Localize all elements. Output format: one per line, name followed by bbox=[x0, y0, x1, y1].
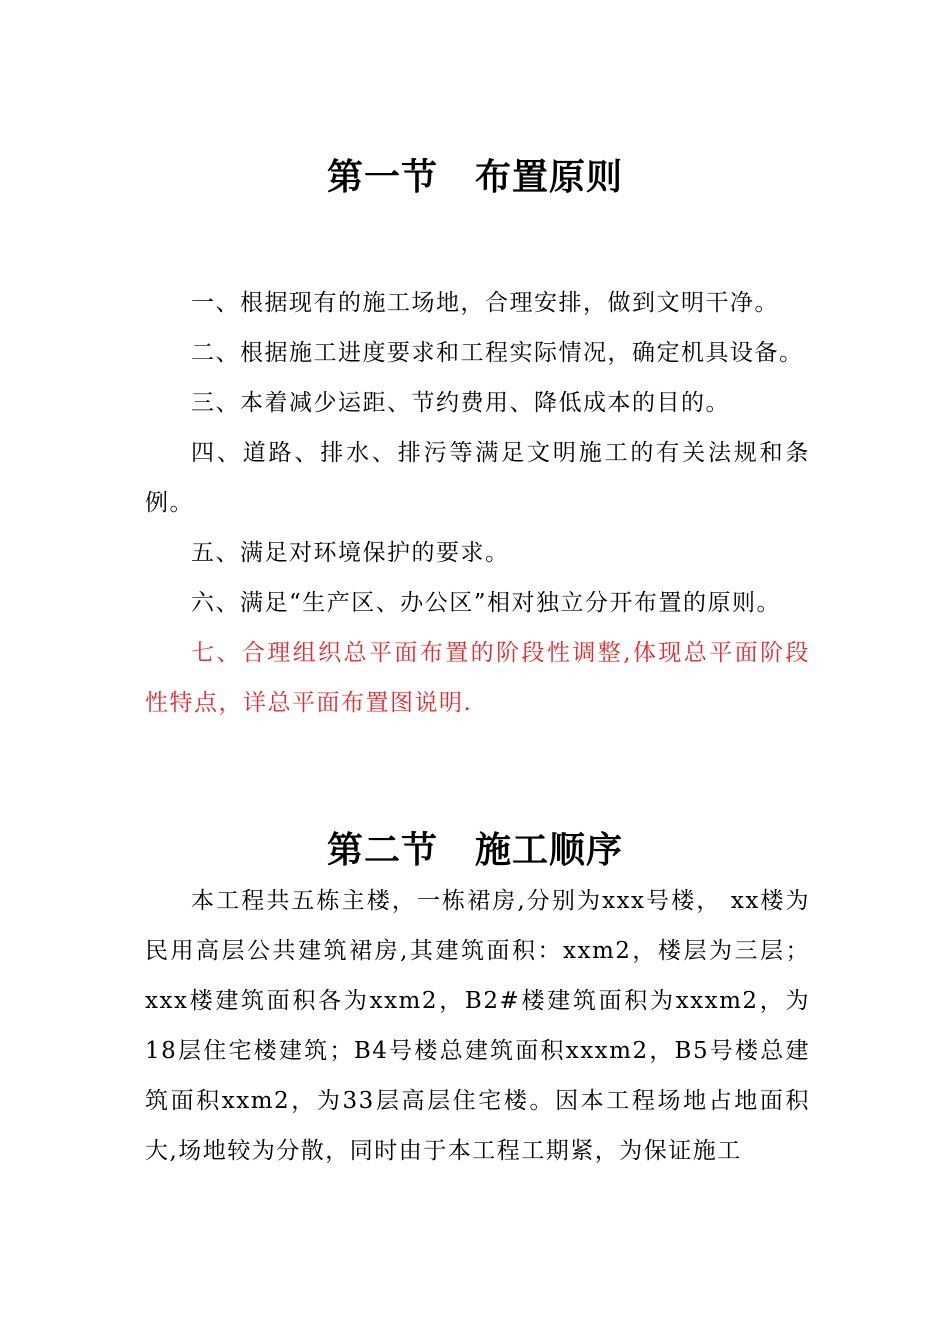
principle-3: 三、本着减少运距、节约费用、降低成本的目的。 bbox=[191, 390, 730, 416]
section-1-principles bbox=[145, 278, 810, 728]
principle-2: 二、根据施工进度要求和工程实际情况，确定机具设备。 bbox=[191, 340, 804, 366]
principle-4: 四、道路、排水、排污等满足文明施工的有关法规和条例。 bbox=[145, 440, 810, 516]
principle-6: 六、满足“生产区、办公区”相对独立分开布置的原则。 bbox=[191, 590, 782, 616]
section-2-body: 本工程共五栋主楼，一栋裙房,分别为xxx号楼， xx楼为民用高层公共建筑裙房,其建筑面积：xxm2，楼层为三层；xxx楼建筑面积各为xxm2，B2#楼建筑面积为xxxm2，为18层住宅楼建筑；B4号楼总建筑面积xxxm2，B5号楼总建筑面积xxm2，为33层高层住宅楼。因本工程场地占地面积大,场地较为分散，同时由于本工程工期紧，为保证施工 bbox=[145, 888, 810, 1164]
section-1-title: 第一节 布置原则 bbox=[326, 156, 623, 198]
principle-5: 五、满足对环境保护的要求。 bbox=[191, 540, 510, 566]
principle-1: 一、根据现有的施工场地，合理安排，做到文明干净。 bbox=[191, 290, 779, 316]
section-2-body-block bbox=[145, 876, 810, 1176]
section-2-title: 第二节 施工顺序 bbox=[326, 829, 623, 871]
principle-7-highlighted: 七、合理组织总平面布置的阶段性调整,体现总平面阶段性特点，详总平面布置图说明. bbox=[145, 640, 810, 716]
